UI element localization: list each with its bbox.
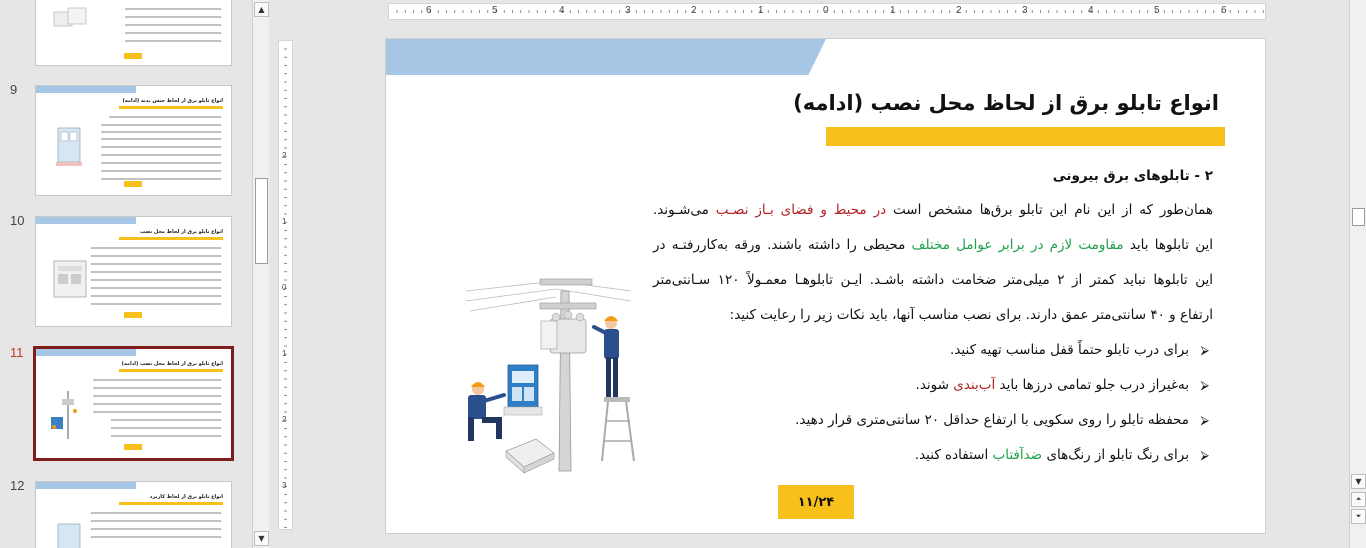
page-number-box: ۱۱/۲۴ [778,485,854,519]
slide-thumbnail-title: انواع تابلو برق از لحاظ جنس بدنه (ادامه) [122,98,223,104]
ruler-label: 2 [282,151,287,160]
scroll-down-button[interactable]: ▼ [1351,474,1366,489]
ruler-label: 6 [426,5,432,16]
scrollbar-thumb[interactable] [255,178,268,264]
slide-scrollbar[interactable] [1349,0,1366,548]
ruler-label: 1 [282,217,287,226]
ruler-label: 4 [559,5,565,16]
bullet-arrow-icon: ⮚ [1200,343,1209,357]
ruler-label: 2 [956,5,962,16]
bullet-arrow-icon: ⮚ [1200,378,1209,392]
ruler-label: 1 [282,349,287,358]
slide-thumbnail-image [50,4,90,56]
ruler-label: 3 [625,5,631,16]
ruler-label: 0 [282,283,287,292]
slide-thumbnail-active[interactable] [33,346,234,461]
ruler-label: 0 [823,5,829,16]
slide-thumbnail-pane [0,0,252,548]
section-heading: ۲ - تابلوهای برق بیرونی [1052,168,1213,184]
ruler-label: 1 [890,5,896,16]
next-slide-button[interactable]: ⏷ [1351,509,1366,524]
scroll-up-button[interactable]: ▲ [254,2,269,17]
ruler-label: 4 [1088,5,1094,16]
highlight-green-text: مقاومت لازم در برابر عوامل مختلف [911,237,1124,253]
bullet-arrow-icon: ⮚ [1200,413,1209,427]
slide-thumbnail-image [50,122,90,174]
ruler-label: 2 [691,5,697,16]
slide-thumbnail-title: انواع تابلو برق از لحاظ محل نصب [140,229,223,235]
slide-thumbnail[interactable] [35,85,232,196]
title-underline-bar [826,127,1225,146]
body-line: این تابلوها نباید کمتر از ۲ میلی‌متر ضخامت داشته باشـد. ایـن تابلوهـا معمـولاً ۱۲۰ سـانتی‌متر [653,272,1213,288]
body-line: ارتفاع و ۴۰ سانتی‌متر عمق دارند. برای نصب مناسب آنها، باید نکات زیر را رعایت کنید: [729,307,1213,323]
bullet-item: ⮚به‌غیراز درب جلو تمامی درزها باید آب‌بندی شوند. [915,377,1209,393]
ruler-label: 6 [1221,5,1227,16]
vertical-ruler [278,40,293,530]
slide-body-text[interactable] [653,166,1213,480]
slide-thumbnail-title: انواع تابلو برق از لحاظ کاربرد [149,494,223,500]
scroll-down-button[interactable]: ▼ [254,531,269,546]
slide-thumbnail[interactable] [35,216,232,327]
scrollbar-thumb[interactable] [1352,208,1365,226]
slide-number: 12 [10,478,25,493]
slide-thumbnail-title: انواع تابلو برق از لحاظ محل نصب (ادامه) [121,361,223,367]
ruler-label: 2 [282,415,287,424]
body-line: همان‌طور که از این نام این تابلو برق‌ها مشخص است در محیط و فضای بـاز نصـب می‌شـوند. [653,202,1214,218]
ruler-label: 5 [492,5,498,16]
bullet-arrow-icon: ⮚ [1200,448,1209,462]
bullet-item: ⮚برای رنگ تابلو از رنگ‌های ضدآفتاب استفاده کنید. [914,447,1209,463]
ruler-label: 5 [1154,5,1160,16]
previous-slide-button[interactable]: ⏶ [1351,492,1366,507]
slide-thumbnail-image [50,253,90,305]
slide-number: 11 [10,345,24,360]
bullet-item: ⮚برای درب تابلو حتماً قفل مناسب تهیه کنید. [950,342,1209,358]
slide-number: 9 [10,82,18,97]
electricians-illustration[interactable] [456,261,656,491]
highlight-red-text: در محیط و فضای بـاز نصـب [715,202,887,218]
slide-header-band [386,39,826,75]
horizontal-ruler [388,3,1266,20]
highlight-green-text: ضدآفتاب [992,447,1043,463]
slide-thumbnail-image [48,389,88,441]
body-line: این تابلوها باید مقاومت لازم در برابر عوامل مختلف محیطی را داشته باشند. ورقه به‌کاررفتـه در [653,237,1213,253]
slide-title[interactable]: انواع تابلو برق از لحاظ محل نصب (ادامه) [793,91,1219,115]
ruler-label: 3 [1022,5,1028,16]
slide-thumbnail[interactable] [35,0,232,66]
ruler-label: 1 [758,5,764,16]
bullet-item: ⮚محفظه تابلو را روی سکویی با ارتفاع حداقل ۲۰ سانتی‌متری قرار دهید. [795,412,1209,428]
ruler-label: 3 [282,481,287,490]
thumbnail-scrollbar[interactable] [252,0,269,548]
slide-thumbnail-image [50,518,90,548]
slide-canvas[interactable] [385,38,1266,534]
highlight-red-text: آب‌بندی [953,377,996,393]
slide-number: 10 [10,213,25,228]
slide-thumbnail[interactable] [35,481,232,548]
